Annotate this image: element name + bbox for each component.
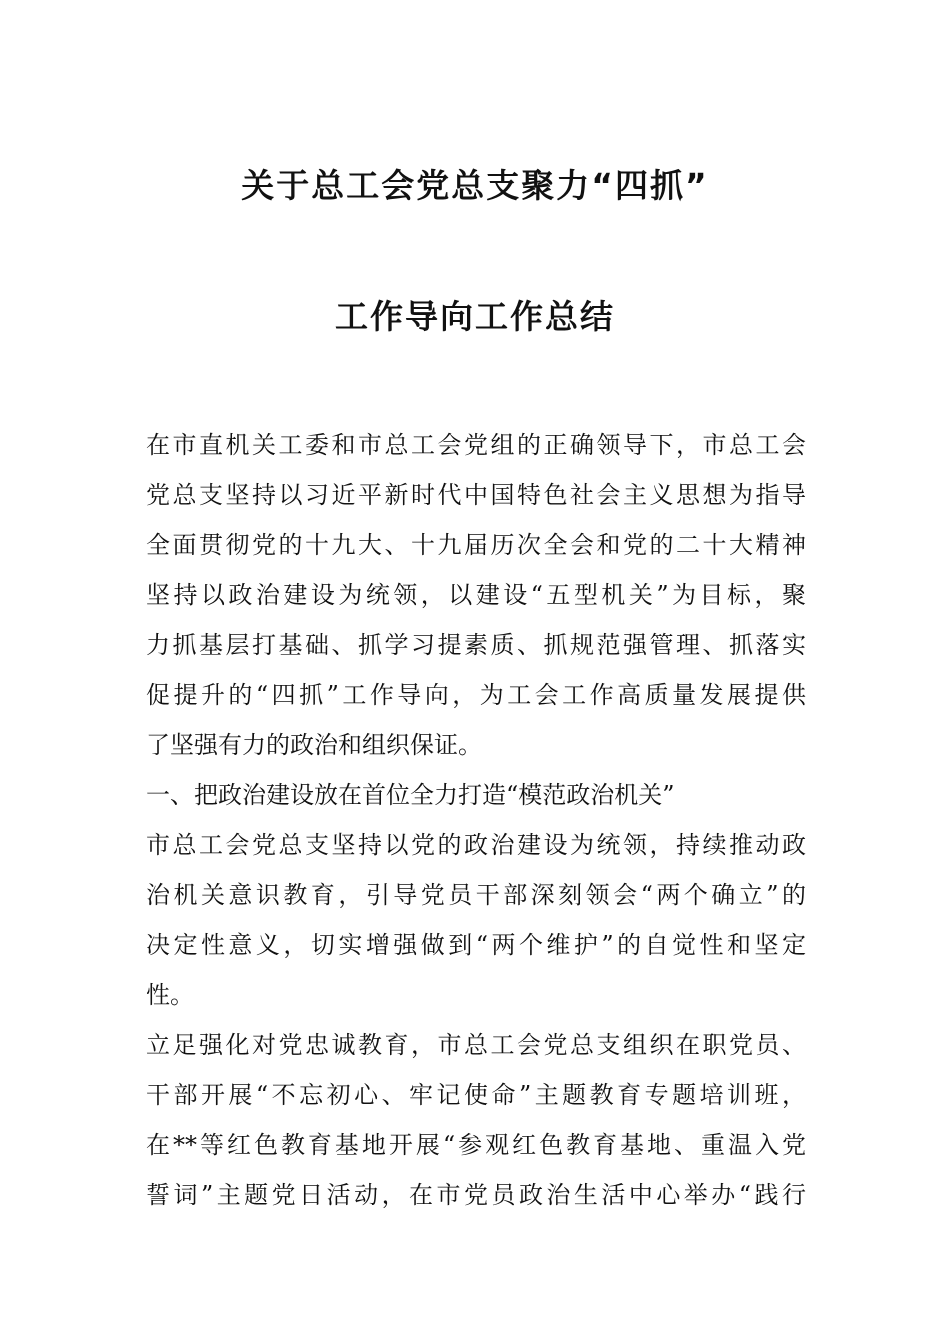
body-line: 促提升的“四抓”工作导向，为工会工作高质量发展提供 (146, 681, 806, 709)
body-line: 党总支坚持以习近平新时代中国特色社会主义思想为指导 (146, 481, 806, 509)
body-line: 了坚强有力的政治和组织保证。 (146, 731, 482, 759)
body-line: 誓词”主题党日活动，在市党员政治生活中心举办“践行 (146, 1181, 806, 1209)
body-line: 立足强化对党忠诚教育，市总工会党总支组织在职党员、 (146, 1031, 806, 1059)
body-line: 力抓基层打基础、抓学习提素质、抓规范强管理、抓落实 (146, 631, 806, 659)
body-line: 在市直机关工委和市总工会党组的正确领导下，市总工会 (146, 431, 806, 459)
document-body (146, 420, 806, 1220)
document-title-line-2: 工作导向工作总结 (335, 297, 615, 336)
body-line: 决定性意义，切实增强做到“两个维护”的自觉性和坚定 (146, 931, 806, 959)
body-line: 全面贯彻党的十九大、十九届历次全会和党的二十大精神 (146, 531, 806, 559)
document-title-line-1: 关于总工会党总支聚力“四抓” (241, 166, 709, 205)
body-line: 性。 (146, 981, 194, 1009)
body-line: 市总工会党总支坚持以党的政治建设为统领，持续推动政 (146, 831, 806, 859)
section-heading: 一、把政治建设放在首位全力打造“模范政治机关” (146, 781, 675, 809)
body-line: 干部开展“不忘初心、牢记使命”主题教育专题培训班， (146, 1081, 806, 1109)
body-line: 坚持以政治建设为统领，以建设“五型机关”为目标，聚 (146, 581, 806, 609)
body-line: 治机关意识教育，引导党员干部深刻领会“两个确立”的 (146, 881, 806, 909)
body-line: 在**等红色教育基地开展“参观红色教育基地、重温入党 (146, 1131, 806, 1159)
